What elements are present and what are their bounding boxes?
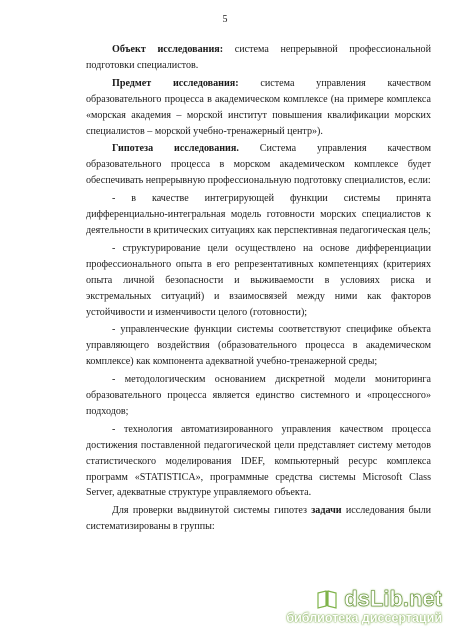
subject-paragraph xyxy=(86,76,431,140)
tasks-text-after: исследования были систематизированы в группы: xyxy=(86,505,432,533)
hypothesis-text: Система управления качеством образовательного процесса в морском академическом комплексе будет обеспечивать непрерывную профессиональную подготовку специалистов, если: xyxy=(86,143,431,187)
page-number: 5 xyxy=(222,14,228,25)
tasks-label: задачи xyxy=(311,505,342,517)
hypothesis-item: - методологическим основанием дискретной модели мониторинга образовательного процесса является единство системного и «процессного» подходов; xyxy=(86,374,431,417)
subject-label: Предмет исследования: xyxy=(112,77,239,89)
object-text: система непрерывной профессиональной подготовки специалистов. xyxy=(86,44,432,71)
book-logo-icon xyxy=(316,589,338,609)
watermark xyxy=(286,585,442,625)
subject-text: система управления качеством образовательного процесса в академическом комплексе (на примере комплекса «морская академия – морской институт повышения квалификации морских специалистов – морской учебно-тренажерный центр»). xyxy=(86,77,431,137)
hypothesis-paragraph xyxy=(86,141,431,189)
document-body xyxy=(86,42,431,537)
watermark-site-name: dsLib.net xyxy=(344,585,442,611)
object-paragraph xyxy=(86,42,431,74)
hypothesis-label: Гипотеза исследования. xyxy=(112,143,239,155)
watermark-subtitle: библиотека диссертаций xyxy=(286,610,442,625)
hypothesis-item: - технология автоматизированного управления качеством процесса достижения поставленной педагогической цели представляет систему методов статистического моделирования IDEF, компьютерный ресурс комплекса программ «STATISTICA», программные средства системы Microsoft Class Server, адекватные структуре управляемого объекта. xyxy=(86,423,431,499)
tasks-text-before: Для проверки выдвинутой системы гипотез xyxy=(112,505,312,517)
hypothesis-item: - структурирование цели осуществлено на основе дифференциации профессионального опыта в его репрезентативных компетенциях (критериях опыта личной безопасности и выживаемости в условиях риска и экстремальных ситуаций) и взаимосвязей между ними как факторов устойчивости и изменчивости целого (готовности); xyxy=(86,242,431,318)
hypothesis-item: - в качестве интегрирующей функции системы принята дифференциально-интегральная модель готовности морских специалистов к деятельности в критических ситуациях как перспективная педагогическая цель; xyxy=(86,193,431,236)
object-label: Объект исследования: xyxy=(112,44,224,55)
tasks-paragraph xyxy=(86,503,431,535)
hypothesis-item: - управленческие функции системы соответствуют специфике объекта управляющего воздействия (образовательного процесса в академическом комплексе) как компонента адекватной учебно-тренажерной среды; xyxy=(86,324,431,368)
